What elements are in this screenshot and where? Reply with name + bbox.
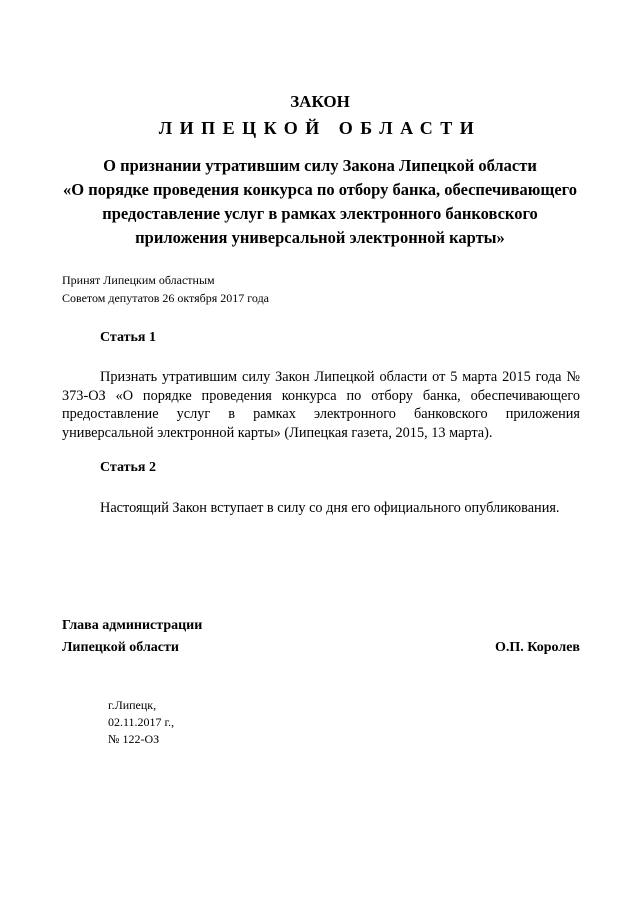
article-2-heading: Статья 2 (100, 460, 156, 475)
law-type-heading: ЗАКОН (290, 92, 350, 111)
law-title (40, 154, 600, 250)
place: г.Липецк, (108, 698, 157, 712)
law-number: № 122-ОЗ (108, 732, 160, 746)
adoption-note-line: Принят Липецким областным (62, 273, 215, 287)
law-title-line: «О порядке проведения конкурса по отбору банка, обеспечивающего (63, 180, 577, 199)
law-title-line: предоставление услуг в рамках электронного банковского (102, 204, 538, 223)
place-date-number (108, 697, 174, 748)
region-heading: ЛИПЕЦКОЙ ОБЛАСТИ (158, 118, 482, 138)
law-title-line: приложения универсальной электронной карты» (135, 228, 505, 247)
article-2-text: Настоящий Закон вступает в силу со дня его официального опубликования. (100, 500, 560, 516)
adoption-note-line: Советом депутатов 26 октября 2017 года (62, 291, 269, 305)
signatory-name: О.П. Королев (495, 640, 580, 655)
date: 02.11.2017 г., (108, 715, 175, 729)
law-title-line: О признании утратившим силу Закона Липецкой области (103, 156, 537, 175)
article-1-text: Признать утратившим силу Закон Липецкой области от 5 марта 2015 года № 373-ОЗ «О порядке проведения конкурса по отбору банка, обеспечивающего предоставление услуг в рамках электронного банковского приложения универсальной электронной карты» (Липецкая газета, 2015, 13 марта). (62, 369, 580, 441)
article-1-heading: Статья 1 (100, 330, 156, 345)
adoption-note (62, 271, 269, 307)
signatory-position-line: Глава администрации (62, 618, 203, 633)
signatory-position-line: Липецкой области (62, 640, 179, 655)
